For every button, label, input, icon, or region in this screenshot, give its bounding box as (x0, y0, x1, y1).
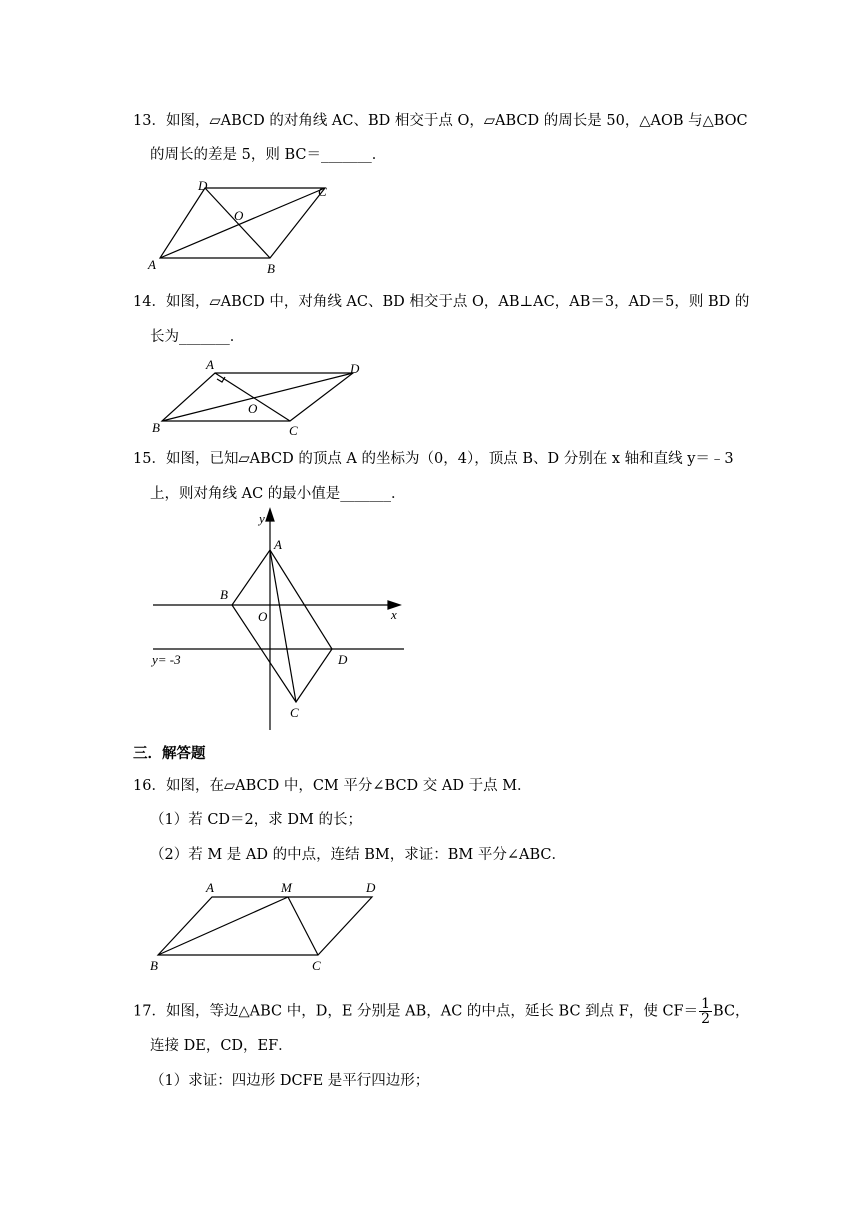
q15-diagonal-ac (270, 550, 296, 702)
q15-label-x: x (391, 607, 397, 622)
q16-label-m: M (281, 880, 292, 895)
q17-frac-num: 1 (701, 996, 711, 1012)
q14-figure (150, 355, 380, 440)
q13-diagonal-bd (205, 188, 270, 258)
q14-label-o: O (248, 401, 258, 416)
q14-diagonal-bd (162, 373, 353, 421)
q13-label-d: D (198, 178, 208, 193)
q13-text-line2: 的周长的差是 5，则 BC＝_______． (150, 147, 387, 163)
q15-label-c: C (290, 705, 299, 720)
q13-label-c: C (318, 184, 327, 199)
q15-label-a: A (274, 537, 282, 552)
q14-right-angle-mark (217, 377, 225, 382)
q13-diagonal-ac (160, 188, 325, 258)
q17-text-line1-b: BC， (713, 1003, 750, 1020)
q15-label-o: O (258, 609, 268, 624)
q15-figure (148, 505, 418, 735)
q16-label-c: C (312, 958, 321, 973)
q14-text-line2: 长为_______． (150, 329, 245, 345)
q16-part2: （2）若 M 是 AD 的中点，连结 BM，求证：BM 平分∠ABC． (150, 847, 566, 863)
q16-label-d: D (366, 880, 376, 895)
q16-segment-cm (288, 897, 318, 955)
q14-label-d: D (350, 361, 360, 376)
q17-part1: （1）求证：四边形 DCFE 是平行四边形； (150, 1073, 430, 1089)
q14-text-line1: 14．如图，▱ABCD 中，对角线 AC、BD 相交于点 O，AB⊥AC，AB＝3，AD＝5，则 BD 的 (133, 294, 750, 310)
q15-label-b: B (220, 587, 228, 602)
q13-figure (140, 175, 350, 280)
q13-label-a: A (148, 257, 156, 272)
q14-label-a: A (206, 357, 214, 372)
q15-parallelogram (232, 550, 332, 702)
q16-part1: （1）若 CD＝2，求 DM 的长； (150, 812, 362, 828)
q13-label-b: B (267, 261, 275, 276)
q17-text-line1 (133, 997, 750, 1026)
q16-text-line1: 16．如图，在▱ABCD 中，CM 平分∠BCD 交 AD 于点 M． (133, 778, 532, 794)
q15-text-line2: 上，则对角线 AC 的最小值是_______． (150, 486, 406, 502)
q17-frac-den: 2 (701, 1011, 711, 1027)
q15-label-d: D (338, 652, 348, 667)
q16-label-a: A (206, 880, 214, 895)
q13-text-line1: 13．如图，▱ABCD 的对角线 AC、BD 相交于点 O，▱ABCD 的周长是 50，△AOB 与△BOC (133, 113, 748, 129)
q16-segment-bm (158, 897, 288, 955)
q17-text-line1-a: 17．如图，等边△ABC 中，D，E 分别是 AB，AC 的中点，延长 BC 到点 F，使 CF＝ (133, 1003, 699, 1020)
q13-label-o: O (234, 208, 244, 223)
q14-label-b: B (152, 420, 160, 435)
section-heading: 三．解答题 (133, 746, 206, 762)
q15-label-y: y (259, 511, 265, 526)
q14-label-c: C (289, 423, 298, 438)
q17-text-line2: 连接 DE，CD，EF． (150, 1038, 293, 1054)
q16-figure (148, 878, 388, 976)
q16-label-b: B (150, 958, 158, 973)
q16-parallelogram (158, 897, 372, 955)
q17-fraction (699, 997, 712, 1026)
q15-text-line1: 15．如图，已知▱ABCD 的顶点 A 的坐标为（0，4），顶点 B、D 分别在 x 轴和直线 y＝﹣3 (133, 451, 734, 467)
q15-y-axis-arrow (266, 509, 274, 521)
q15-label-line: y= -3 (152, 652, 181, 667)
